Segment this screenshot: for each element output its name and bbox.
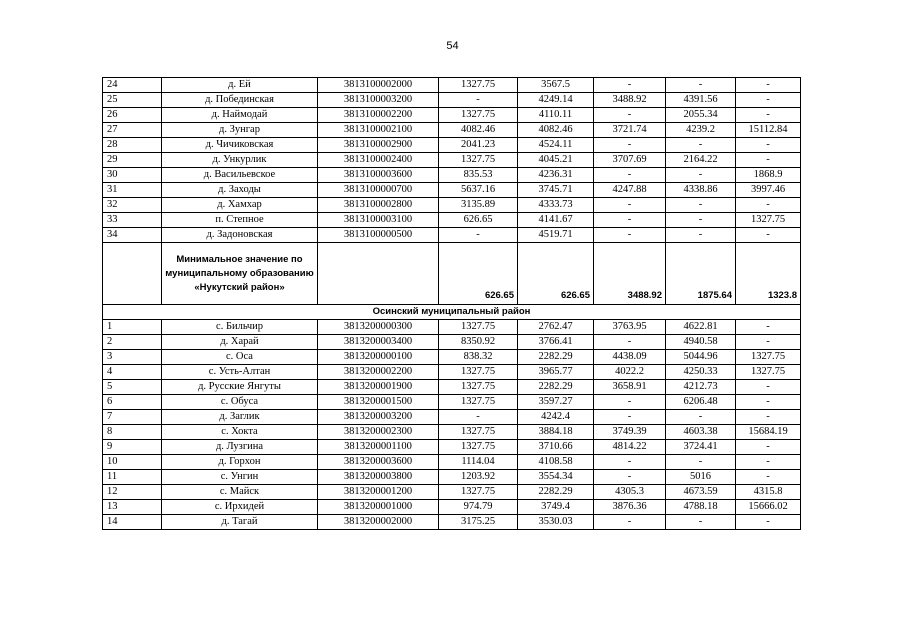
oktmo-code-cell: 3813200000100 [318, 350, 439, 365]
summary-value-2: 626.65 [518, 243, 594, 305]
table-row [103, 93, 801, 108]
value-1-cell: 1327.75 [439, 365, 518, 380]
value-4-cell: 4338.86 [666, 183, 736, 198]
row-number-cell: 13 [103, 500, 162, 515]
table-row [103, 410, 801, 425]
row-number-cell: 4 [103, 365, 162, 380]
table-row [103, 470, 801, 485]
value-3-cell: 3749.39 [594, 425, 666, 440]
oktmo-code-cell: 3813100002400 [318, 153, 439, 168]
value-4-cell: - [666, 168, 736, 183]
row-number-cell: 31 [103, 183, 162, 198]
value-5-cell: 1327.75 [736, 365, 801, 380]
value-3-cell: - [594, 168, 666, 183]
value-2-cell: 2282.29 [518, 380, 594, 395]
value-1-cell: 3175.25 [439, 515, 518, 530]
oktmo-code-cell: 3813100003100 [318, 213, 439, 228]
value-5-cell: - [736, 410, 801, 425]
value-3-cell: - [594, 335, 666, 350]
value-4-cell: 5016 [666, 470, 736, 485]
value-4-cell: 4940.58 [666, 335, 736, 350]
value-5-cell: 4315.8 [736, 485, 801, 500]
value-5-cell: 15112.84 [736, 123, 801, 138]
table-row [103, 198, 801, 213]
value-2-cell: 4242.4 [518, 410, 594, 425]
row-number-cell: 11 [103, 470, 162, 485]
value-1-cell: 2041.23 [439, 138, 518, 153]
value-1-cell: 1327.75 [439, 485, 518, 500]
value-4-cell: 4391.56 [666, 93, 736, 108]
table-row [103, 440, 801, 455]
value-5-cell: - [736, 515, 801, 530]
value-5-cell: - [736, 93, 801, 108]
oktmo-code-cell: 3813200003800 [318, 470, 439, 485]
row-number-cell: 6 [103, 395, 162, 410]
summary-row-group [103, 243, 801, 320]
value-3-cell: 4022.2 [594, 365, 666, 380]
value-4-cell: - [666, 198, 736, 213]
settlement-name-cell: д. Заглик [162, 410, 318, 425]
oktmo-code-cell: 3813100002100 [318, 123, 439, 138]
value-2-cell: 4082.46 [518, 123, 594, 138]
row-number-cell: 9 [103, 440, 162, 455]
table-row [103, 380, 801, 395]
value-1-cell: 5637.16 [439, 183, 518, 198]
row-number-cell: 30 [103, 168, 162, 183]
table-row [103, 123, 801, 138]
row-number-cell: 27 [103, 123, 162, 138]
value-5-cell: - [736, 470, 801, 485]
value-5-cell: - [736, 395, 801, 410]
summary-code-cell [318, 243, 439, 305]
value-1-cell: - [439, 228, 518, 243]
value-1-cell: 4082.46 [439, 123, 518, 138]
value-1-cell: 1327.75 [439, 425, 518, 440]
oktmo-code-cell: 3813100002800 [318, 198, 439, 213]
value-5-cell: 1327.75 [736, 213, 801, 228]
value-4-cell: 2055.34 [666, 108, 736, 123]
table-row [103, 365, 801, 380]
settlement-name-cell: д. Тагай [162, 515, 318, 530]
value-1-cell: 1327.75 [439, 380, 518, 395]
value-4-cell: - [666, 213, 736, 228]
section-title: Осинский муниципальный район [103, 305, 801, 320]
oktmo-code-cell: 3813200000300 [318, 320, 439, 335]
row-number-cell: 25 [103, 93, 162, 108]
value-3-cell: 4247.88 [594, 183, 666, 198]
value-1-cell: 838.32 [439, 350, 518, 365]
value-4-cell: 2164.22 [666, 153, 736, 168]
value-5-cell: - [736, 198, 801, 213]
data-table [102, 77, 801, 530]
value-3-cell: - [594, 470, 666, 485]
oktmo-code-cell: 3813100003200 [318, 93, 439, 108]
oktmo-code-cell: 3813200002000 [318, 515, 439, 530]
settlement-name-cell: д. Харай [162, 335, 318, 350]
settlement-name-cell: с. Унгин [162, 470, 318, 485]
oktmo-code-cell: 3813100002200 [318, 108, 439, 123]
value-5-cell: 15684.19 [736, 425, 801, 440]
table-body-osa [103, 320, 801, 530]
value-5-cell: - [736, 455, 801, 470]
row-number-cell: 33 [103, 213, 162, 228]
value-4-cell: 4239.2 [666, 123, 736, 138]
oktmo-code-cell: 3813200001500 [318, 395, 439, 410]
summary-row [103, 243, 801, 305]
value-2-cell: 3766.41 [518, 335, 594, 350]
value-3-cell: - [594, 138, 666, 153]
value-3-cell: 3721.74 [594, 123, 666, 138]
value-2-cell: 3567.5 [518, 78, 594, 93]
table-row [103, 395, 801, 410]
value-1-cell: 3135.89 [439, 198, 518, 213]
value-5-cell: - [736, 335, 801, 350]
oktmo-code-cell: 3813100000700 [318, 183, 439, 198]
value-3-cell: - [594, 228, 666, 243]
value-1-cell: 1327.75 [439, 320, 518, 335]
table-row [103, 78, 801, 93]
settlement-name-cell: с. Ирхидей [162, 500, 318, 515]
row-number-cell: 8 [103, 425, 162, 440]
settlement-name-cell: д. Наймодай [162, 108, 318, 123]
value-4-cell: - [666, 78, 736, 93]
summary-label: Минимальное значение по муниципальному образованию «Нукутский район» [162, 243, 318, 305]
oktmo-code-cell: 3813200002300 [318, 425, 439, 440]
value-2-cell: 4519.71 [518, 228, 594, 243]
value-5-cell: - [736, 440, 801, 455]
value-4-cell: - [666, 410, 736, 425]
value-2-cell: 4108.58 [518, 455, 594, 470]
value-3-cell: 4438.09 [594, 350, 666, 365]
summary-value-4: 1875.64 [666, 243, 736, 305]
row-number-cell: 28 [103, 138, 162, 153]
value-5-cell: 3997.46 [736, 183, 801, 198]
value-1-cell: - [439, 410, 518, 425]
value-1-cell: 1114.04 [439, 455, 518, 470]
table-row [103, 350, 801, 365]
value-4-cell: 3724.41 [666, 440, 736, 455]
value-4-cell: - [666, 455, 736, 470]
value-2-cell: 4141.67 [518, 213, 594, 228]
oktmo-code-cell: 3813200003200 [318, 410, 439, 425]
value-2-cell: 4236.31 [518, 168, 594, 183]
value-2-cell: 4249.14 [518, 93, 594, 108]
settlement-name-cell: с. Хокта [162, 425, 318, 440]
value-2-cell: 4524.11 [518, 138, 594, 153]
table-body-nukut [103, 78, 801, 243]
value-4-cell: 5044.96 [666, 350, 736, 365]
value-1-cell: 1327.75 [439, 108, 518, 123]
row-number-cell: 2 [103, 335, 162, 350]
row-number-cell: 32 [103, 198, 162, 213]
oktmo-code-cell: 3813100002900 [318, 138, 439, 153]
table-row [103, 485, 801, 500]
oktmo-code-cell: 3813200001100 [318, 440, 439, 455]
value-4-cell: - [666, 228, 736, 243]
value-3-cell: 3876.36 [594, 500, 666, 515]
value-2-cell: 2282.29 [518, 485, 594, 500]
settlement-name-cell: д. Побединская [162, 93, 318, 108]
row-number-cell: 14 [103, 515, 162, 530]
value-4-cell: 4603.38 [666, 425, 736, 440]
table-row [103, 455, 801, 470]
value-3-cell: - [594, 213, 666, 228]
summary-empty-cell [103, 243, 162, 305]
value-3-cell: 3763.95 [594, 320, 666, 335]
oktmo-code-cell: 3813200001200 [318, 485, 439, 500]
table-row [103, 500, 801, 515]
value-3-cell: 3488.92 [594, 93, 666, 108]
settlement-name-cell: д. Горхон [162, 455, 318, 470]
value-3-cell: - [594, 455, 666, 470]
table-row [103, 228, 801, 243]
value-5-cell: 1868.9 [736, 168, 801, 183]
settlement-name-cell: д. Чичиковская [162, 138, 318, 153]
summary-value-5: 1323.8 [736, 243, 801, 305]
value-1-cell: 835.53 [439, 168, 518, 183]
table-row [103, 168, 801, 183]
value-3-cell: 4305.3 [594, 485, 666, 500]
summary-value-1: 626.65 [439, 243, 518, 305]
settlement-name-cell: д. Ункурлик [162, 153, 318, 168]
table-row [103, 138, 801, 153]
settlement-name-cell: с. Майск [162, 485, 318, 500]
summary-value-3: 3488.92 [594, 243, 666, 305]
table-row [103, 183, 801, 198]
value-1-cell: 8350.92 [439, 335, 518, 350]
value-3-cell: 3658.91 [594, 380, 666, 395]
value-2-cell: 3554.34 [518, 470, 594, 485]
value-1-cell: - [439, 93, 518, 108]
value-5-cell: - [736, 380, 801, 395]
section-header-row [103, 305, 801, 320]
value-5-cell: - [736, 320, 801, 335]
settlement-name-cell: д. Русские Янгуты [162, 380, 318, 395]
row-number-cell: 10 [103, 455, 162, 470]
value-4-cell: 6206.48 [666, 395, 736, 410]
row-number-cell: 1 [103, 320, 162, 335]
value-1-cell: 1327.75 [439, 78, 518, 93]
value-1-cell: 974.79 [439, 500, 518, 515]
value-2-cell: 3710.66 [518, 440, 594, 455]
table-row [103, 335, 801, 350]
value-2-cell: 2762.47 [518, 320, 594, 335]
value-4-cell: 4788.18 [666, 500, 736, 515]
table-row [103, 425, 801, 440]
settlement-name-cell: с. Бильчир [162, 320, 318, 335]
table-row [103, 213, 801, 228]
row-number-cell: 3 [103, 350, 162, 365]
row-number-cell: 34 [103, 228, 162, 243]
settlement-name-cell: с. Усть-Алтан [162, 365, 318, 380]
value-1-cell: 1327.75 [439, 153, 518, 168]
oktmo-code-cell: 3813100003600 [318, 168, 439, 183]
table-row [103, 153, 801, 168]
value-2-cell: 4333.73 [518, 198, 594, 213]
value-5-cell: - [736, 153, 801, 168]
value-2-cell: 3965.77 [518, 365, 594, 380]
value-3-cell: - [594, 198, 666, 213]
value-3-cell: - [594, 395, 666, 410]
value-5-cell: - [736, 78, 801, 93]
value-4-cell: 4673.59 [666, 485, 736, 500]
oktmo-code-cell: 3813200001900 [318, 380, 439, 395]
value-1-cell: 1327.75 [439, 440, 518, 455]
value-3-cell: - [594, 78, 666, 93]
oktmo-code-cell: 3813100002000 [318, 78, 439, 93]
value-3-cell: - [594, 410, 666, 425]
oktmo-code-cell: 3813200002200 [318, 365, 439, 380]
value-5-cell: - [736, 108, 801, 123]
value-1-cell: 1203.92 [439, 470, 518, 485]
settlement-name-cell: д. Хамхар [162, 198, 318, 213]
value-2-cell: 2282.29 [518, 350, 594, 365]
value-2-cell: 4110.11 [518, 108, 594, 123]
value-4-cell: 4250.33 [666, 365, 736, 380]
row-number-cell: 29 [103, 153, 162, 168]
value-5-cell: - [736, 228, 801, 243]
oktmo-code-cell: 3813200003600 [318, 455, 439, 470]
value-4-cell: - [666, 515, 736, 530]
value-3-cell: 3707.69 [594, 153, 666, 168]
value-3-cell: - [594, 515, 666, 530]
row-number-cell: 24 [103, 78, 162, 93]
settlement-name-cell: д. Ей [162, 78, 318, 93]
value-2-cell: 4045.21 [518, 153, 594, 168]
row-number-cell: 26 [103, 108, 162, 123]
page-number: 54 [446, 40, 459, 52]
value-2-cell: 3749.4 [518, 500, 594, 515]
settlement-name-cell: д. Васильевское [162, 168, 318, 183]
table-row [103, 320, 801, 335]
table-row [103, 108, 801, 123]
value-1-cell: 1327.75 [439, 395, 518, 410]
oktmo-code-cell: 3813100000500 [318, 228, 439, 243]
oktmo-code-cell: 3813200003400 [318, 335, 439, 350]
settlement-name-cell: д. Зунгар [162, 123, 318, 138]
value-4-cell: 4622.81 [666, 320, 736, 335]
settlement-name-cell: д. Лузгина [162, 440, 318, 455]
settlement-name-cell: д. Заходы [162, 183, 318, 198]
value-3-cell: 4814.22 [594, 440, 666, 455]
value-4-cell: - [666, 138, 736, 153]
value-2-cell: 3884.18 [518, 425, 594, 440]
value-3-cell: - [594, 108, 666, 123]
row-number-cell: 7 [103, 410, 162, 425]
row-number-cell: 12 [103, 485, 162, 500]
oktmo-code-cell: 3813200001000 [318, 500, 439, 515]
row-number-cell: 5 [103, 380, 162, 395]
settlement-name-cell: п. Степное [162, 213, 318, 228]
settlement-name-cell: с. Обуса [162, 395, 318, 410]
value-2-cell: 3745.71 [518, 183, 594, 198]
settlement-name-cell: д. Задоновская [162, 228, 318, 243]
settlement-name-cell: с. Оса [162, 350, 318, 365]
value-5-cell: 15666.02 [736, 500, 801, 515]
value-1-cell: 626.65 [439, 213, 518, 228]
table-row [103, 515, 801, 530]
value-5-cell: 1327.75 [736, 350, 801, 365]
value-2-cell: 3530.03 [518, 515, 594, 530]
value-5-cell: - [736, 138, 801, 153]
value-2-cell: 3597.27 [518, 395, 594, 410]
value-4-cell: 4212.73 [666, 380, 736, 395]
